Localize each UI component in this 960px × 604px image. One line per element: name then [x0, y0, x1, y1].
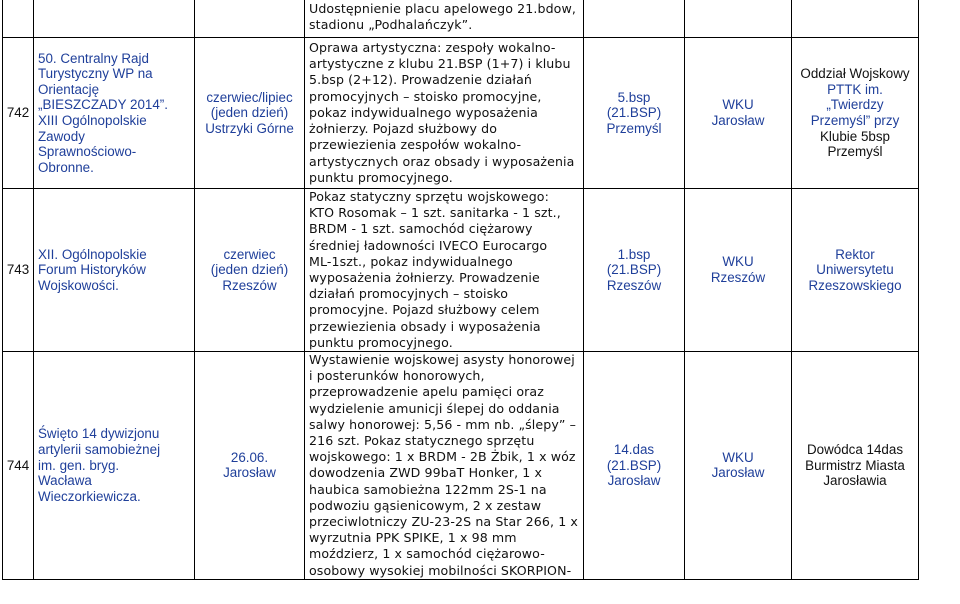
event-description: [305, 38, 584, 189]
desc-line: ML-1szt., pokaz indywidualnego: [309, 253, 513, 269]
unit-line: Rzeszów: [606, 277, 662, 293]
event-name-line: Wacława: [38, 473, 92, 489]
event-place: [195, 352, 305, 580]
unit-line: 1.bsp: [617, 246, 651, 262]
organizer-line: Klubie 5bsp: [820, 128, 890, 144]
num-cell-continued: [3, 0, 34, 38]
event-place-line: 26.06.: [230, 449, 269, 465]
event-name: [34, 352, 195, 580]
desc-line: artystycznych oraz obsady i wyposażenia: [309, 153, 575, 169]
desc-line: haubica samobieżna 122mm 2S-1 na: [309, 481, 547, 497]
wku-line: Jarosław: [711, 113, 765, 128]
event-name-line: im. gen. bryg.: [38, 457, 120, 473]
desc-line: pokaz indywidualnego wyposażenia: [309, 104, 538, 120]
desc-line: osobowy wysokiej mobilności SKORPION-: [309, 562, 572, 578]
desc-line: wydzielenie amunicji ślepej do oddania: [309, 400, 560, 416]
desc-line: Pokaz statyczny sprzętu wojskowego:: [309, 189, 549, 204]
organizer-line: Burmistrz Miasta: [805, 457, 905, 473]
event-place: [195, 189, 305, 352]
event-place-line: (jeden dzień): [210, 105, 289, 121]
desc-line: wyrzutnia PPK SPIKE, 1 x 98 mm: [309, 530, 517, 546]
desc-line: moździerz, 1 x samochód ciężarowo-: [309, 546, 545, 562]
organizer-line: Rzeszowskiego: [808, 277, 902, 293]
desc-line: salwy honorowej: 5,56 - mm nb. „ślepy” –: [309, 416, 577, 432]
event-name-line: XII. Ogólnopolskie: [38, 246, 147, 262]
events-table: [2, 0, 919, 580]
table-row: [3, 352, 919, 580]
event-name: [34, 189, 195, 352]
unit-cell-continued: [584, 0, 685, 38]
event-place-line: Ustrzyki Górne: [205, 120, 294, 136]
organizer-line: Jarosławia: [823, 473, 887, 489]
desc-line: wyposażenia żołnierzy. Prowadzenie: [309, 270, 540, 286]
desc-line: stadionu „Podhalańczyk”.: [309, 17, 473, 33]
desc-line: żołnierzy. Pojazd służbowy do: [309, 121, 498, 137]
unit-line: (21.BSP): [606, 262, 662, 278]
desc-line: dowodzenia ZWD 99baT Honker, 1 x: [309, 465, 543, 481]
wku: [685, 189, 792, 352]
wku: [685, 352, 792, 580]
unit: [584, 352, 685, 580]
place-cell-continued: [195, 0, 305, 38]
unit-line: Przemyśl: [606, 120, 662, 136]
desc-line: Udostępnienie placu apelowego 21.bdow,: [309, 1, 576, 16]
desc-line: Wystawienie wojskowej asysty honorowej: [309, 352, 575, 368]
desc-line: Oprawa artystyczna: zespoły wokalno-: [309, 40, 556, 56]
organizer-line: Rektor: [835, 246, 875, 262]
organizer-line: Przemyśl” przy: [810, 113, 900, 128]
desc-line: przewiezienia obsady i wyposażenia: [309, 318, 541, 334]
desc-line: 216 szt. Pokaz statycznego sprzętu: [309, 433, 535, 449]
event-place-line: Rzeszów: [222, 277, 277, 293]
desc-line: przewiezienia zespołów wokalno-: [309, 137, 522, 153]
table-row: [3, 189, 919, 352]
desc-line: i posterunków honorowych,: [309, 368, 485, 384]
unit: [584, 189, 685, 352]
unit-line: (21.BSP): [606, 105, 662, 121]
wku: [685, 38, 792, 189]
wku-line: Jarosław: [711, 465, 765, 481]
desc-line: podwoziu gąsienicowym, 2 x zestaw: [309, 497, 542, 513]
unit-line: Jarosław: [607, 473, 661, 489]
row-number: 742: [3, 38, 34, 189]
event-description: [305, 352, 584, 580]
org-cell-continued: [792, 0, 919, 38]
desc-line: artystyczne z klubu 21.BSP (1+7) i klubu: [309, 56, 571, 72]
event-place-line: czerwiec/lipiec: [206, 89, 293, 105]
unit-line: (21.BSP): [606, 457, 662, 473]
event-description: [305, 189, 584, 352]
event-name-line: Sprawnościowo-: [38, 144, 137, 160]
event-name: [34, 38, 195, 189]
organizer-line: Uniwersytetu: [816, 262, 894, 278]
event-place-line: (jeden dzień): [210, 262, 289, 278]
organizer: [792, 352, 919, 580]
desc-line: przeprowadzenie apelu pamięci oraz: [309, 384, 544, 400]
desc-line: przeciwlotniczy ZU-23-2S na Star 266, 1 x: [309, 514, 578, 530]
wku-line: WKU: [722, 97, 754, 113]
desc-line: wojskowego: 1 x BRDM - 2B Żbik, 1 x wóz: [309, 449, 576, 465]
wku-cell-continued: [685, 0, 792, 38]
organizer-line: Dowódca 14das: [806, 442, 904, 458]
event-name-line: „BIESZCZADY 2014”.: [38, 97, 168, 113]
organizer-line: „Twierdzy: [826, 97, 884, 113]
event-name-line: Wojskowości.: [38, 277, 119, 293]
event-place-line: czerwiec: [223, 246, 276, 262]
desc-line: działań promocyjnych – stoisko: [309, 286, 509, 302]
name-cell-continued: [34, 0, 195, 38]
event-name-line: artylerii samobieżnej: [38, 442, 161, 458]
event-name-line: Święto 14 dywizjonu: [38, 426, 160, 442]
organizer: [792, 38, 919, 189]
desc-line: 5.bsp (2+12). Prowadzenie działań: [309, 72, 532, 88]
desc-line: średniej ładowności IVECO Eurocargo: [309, 237, 548, 253]
desc-cell-continued: [305, 0, 584, 38]
event-place: [195, 38, 305, 189]
desc-line: BRDM - 1 szt. samochód ciężarowy: [309, 221, 533, 237]
row-number: 744: [3, 352, 34, 580]
desc-line: punktu promocyjnego.: [309, 334, 453, 350]
row-number: 743: [3, 189, 34, 352]
organizer-line: Oddział Wojskowy: [800, 66, 910, 82]
event-name-line: 50. Centralny Rajd: [38, 50, 149, 66]
table-row: [3, 0, 919, 38]
organizer: [792, 189, 919, 352]
unit-line: 5.bsp: [617, 89, 651, 105]
event-name-line: Zawody: [38, 128, 85, 144]
event-name-line: Wieczorkiewicza.: [38, 488, 141, 504]
organizer-line: Przemyśl: [827, 144, 883, 160]
unit: [584, 38, 685, 189]
desc-line: punktu promocyjnego.: [309, 169, 453, 185]
wku-line: Rzeszów: [710, 270, 766, 286]
table-row: [3, 38, 919, 189]
desc-line: promocyjnych – stoisko promocyjne,: [309, 88, 542, 104]
desc-line: KTO Rosomak – 1 szt. sanitarka - 1 szt.,: [309, 205, 561, 221]
event-name-line: Orientację: [38, 81, 100, 97]
wku-line: WKU: [722, 449, 754, 465]
organizer-line: PTTK im.: [827, 81, 883, 97]
event-place-line: Jarosław: [223, 465, 276, 481]
event-name-line: Forum Historyków: [38, 262, 146, 278]
event-name-line: XIII Ogólnopolskie: [38, 113, 147, 128]
event-name-line: Turystyczny WP na: [38, 66, 153, 82]
unit-line: 14.das: [613, 442, 655, 458]
event-name-line: Obronne.: [38, 159, 94, 175]
desc-line: promocyjne. Pojazd służbowy celem: [309, 302, 540, 318]
wku-line: WKU: [722, 254, 754, 270]
